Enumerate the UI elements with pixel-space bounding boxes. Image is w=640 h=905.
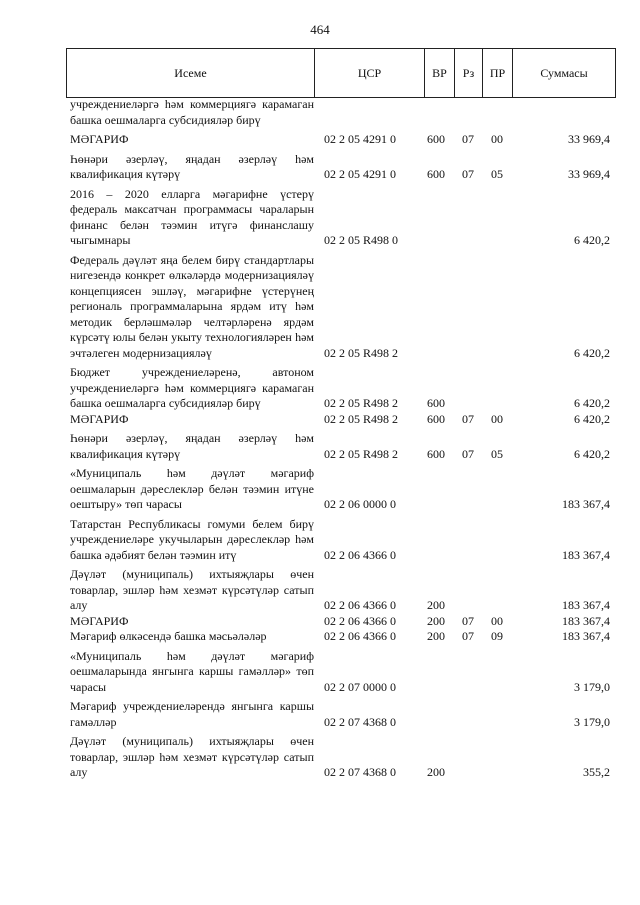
- header-rz: Рз: [454, 49, 482, 97]
- row-csr: 02 2 06 4366 0: [324, 629, 396, 643]
- row-pr: 00: [491, 411, 503, 426]
- row-sum: 33 969,4: [568, 167, 610, 181]
- row-name: Федераль дәүләт яңа белем бирү стандартлары нигезендә конкрет өлкәләрдә модернизацияләү концепциясен эшләү, мәгарифне үстерүнең региональ программаларына ярдәм итү һәм методик берләшмәләр челтәрләренә ярдәм күрсәтү юлы белән укыту технологияләрен һәм эчтәлеген модернизацияләү: [70, 252, 314, 360]
- row-sum: 6 420,2: [574, 411, 610, 426]
- row-rz: 07: [462, 411, 474, 426]
- row-sum: 183 367,4: [562, 613, 610, 628]
- row-vr: 200: [427, 629, 445, 643]
- row-csr: 02 2 05 4291 0: [324, 132, 396, 146]
- row-csr: 02 2 05 R498 2: [324, 396, 399, 410]
- table-header: [66, 48, 616, 98]
- table-row: [66, 412, 616, 428]
- row-name: 2016 – 2020 елларга мәгарифне үстерү федераль максатчан программасы чараларын финанс белән тәэмин итүгә финанслашу чыгымнары: [70, 186, 314, 247]
- row-pr: 09: [491, 629, 503, 643]
- row-sum: 183 367,4: [562, 629, 610, 643]
- header-vr: ВР: [424, 49, 454, 97]
- row-vr: 600: [427, 396, 445, 410]
- row-csr: 02 2 07 0000 0: [324, 679, 396, 694]
- header-sum: Суммасы: [512, 49, 616, 97]
- row-name: Һөнәри әзерләү, яңадан әзерләү һәм квалификация күтәрү: [70, 151, 314, 181]
- row-name: «Муниципаль һәм дәүләт мәгариф оешмаларында янгынга каршы гамәлләр» төп чарасы: [70, 648, 314, 694]
- row-csr: 02 2 05 R498 2: [324, 345, 399, 360]
- row-vr: 200: [427, 613, 445, 628]
- row-csr: 02 2 06 4366 0: [324, 613, 396, 628]
- page-number: 464: [310, 22, 330, 37]
- header-csr: ЦСР: [314, 49, 424, 97]
- row-pr: 00: [491, 613, 503, 628]
- table-row: [66, 734, 616, 781]
- row-csr: 02 2 05 R498 0: [324, 233, 399, 247]
- table-row: [66, 132, 616, 148]
- row-csr: 02 2 05 4291 0: [324, 167, 396, 181]
- row-name: МӘГАРИФ: [70, 411, 129, 426]
- row-sum: 183 367,4: [562, 598, 610, 612]
- row-csr: 02 2 06 4366 0: [324, 547, 396, 562]
- row-sum: 6 420,2: [574, 345, 610, 360]
- table-row: [66, 466, 616, 513]
- table-row: [66, 517, 616, 564]
- table-row: [66, 431, 616, 462]
- row-csr: 02 2 07 4368 0: [324, 714, 396, 729]
- row-vr: 600: [427, 132, 445, 146]
- row-pr: 00: [491, 132, 503, 146]
- row-rz: 07: [462, 167, 474, 181]
- table-row: [66, 253, 616, 362]
- row-vr: 200: [427, 598, 445, 612]
- row-vr: 600: [427, 167, 445, 181]
- table-row: [66, 365, 616, 412]
- row-name: Бюджет учреждениеләренә, автоном учреждениеләргә һәм коммерциягә карамаган башка оешмаларга субсидияләр бирү: [70, 365, 314, 410]
- table-row: [66, 614, 616, 630]
- row-sum: 355,2: [583, 765, 610, 779]
- row-rz: 07: [462, 446, 474, 461]
- row-csr: 02 2 06 4366 0: [324, 598, 396, 612]
- table-row: [66, 152, 616, 183]
- header-pr: ПР: [482, 49, 512, 97]
- row-sum: 3 179,0: [574, 679, 610, 694]
- row-sum: 33 969,4: [568, 132, 610, 146]
- row-name: МӘГАРИФ: [70, 613, 129, 628]
- row-vr: 600: [427, 411, 445, 426]
- row-vr: 200: [427, 765, 445, 779]
- row-sum: 6 420,2: [574, 446, 610, 461]
- row-sum: 3 179,0: [574, 714, 610, 729]
- row-csr: 02 2 05 R498 2: [324, 446, 399, 461]
- row-name: учреждениеләргә һәм коммерциягә карамаган башка оешмаларга субсидияләр бирү: [70, 97, 314, 127]
- row-name: Һөнәри әзерләү, яңадан әзерләү һәм квалификация күтәрү: [70, 431, 314, 461]
- row-sum: 183 367,4: [562, 547, 610, 562]
- row-name: Мәгариф өлкәсендә башка мәсьәләләр: [70, 629, 267, 643]
- row-vr: 600: [427, 446, 445, 461]
- row-name: Мәгариф учреждениеләрендә янгынга каршы гамәлләр: [70, 699, 314, 729]
- table-row: [66, 649, 616, 696]
- row-rz: 07: [462, 132, 474, 146]
- row-name: Дәүләт (муниципаль) ихтыяҗлары өчен товарлар, эшләр һәм хезмәт күрсәтүләр сатып алу: [70, 567, 314, 612]
- row-csr: 02 2 05 R498 2: [324, 411, 399, 426]
- row-pr: 05: [491, 167, 503, 181]
- row-rz: 07: [462, 613, 474, 628]
- row-csr: 02 2 07 4368 0: [324, 765, 396, 779]
- table-row: [66, 699, 616, 730]
- row-sum: 6 420,2: [574, 396, 610, 410]
- table-row: [66, 97, 616, 128]
- row-name: МӘГАРИФ: [70, 132, 129, 146]
- row-sum: 183 367,4: [562, 497, 610, 511]
- table-row: [66, 567, 616, 614]
- row-name: Татарстан Республикасы гомуми белем бирү учреждениеләре укучыларын дәреслекләр һәм башка әдәбият белән тәэмин итү: [70, 516, 314, 562]
- table-body: [66, 97, 616, 781]
- row-name: «Муниципаль һәм дәүләт мәгариф оешмаларын дәреслекләр белән тәэмин итүне оештыру» төп чарасы: [70, 466, 314, 511]
- table-row: [66, 629, 616, 645]
- row-name: Дәүләт (муниципаль) ихтыяҗлары өчен товарлар, эшләр һәм хезмәт күрсәтүләр сатып алу: [70, 734, 314, 779]
- table-row: [66, 187, 616, 249]
- row-rz: 07: [462, 629, 474, 643]
- row-csr: 02 2 06 0000 0: [324, 497, 396, 511]
- row-pr: 05: [491, 446, 503, 461]
- header-name: Исеме: [66, 49, 314, 97]
- row-sum: 6 420,2: [574, 233, 610, 247]
- header-row: [66, 49, 616, 98]
